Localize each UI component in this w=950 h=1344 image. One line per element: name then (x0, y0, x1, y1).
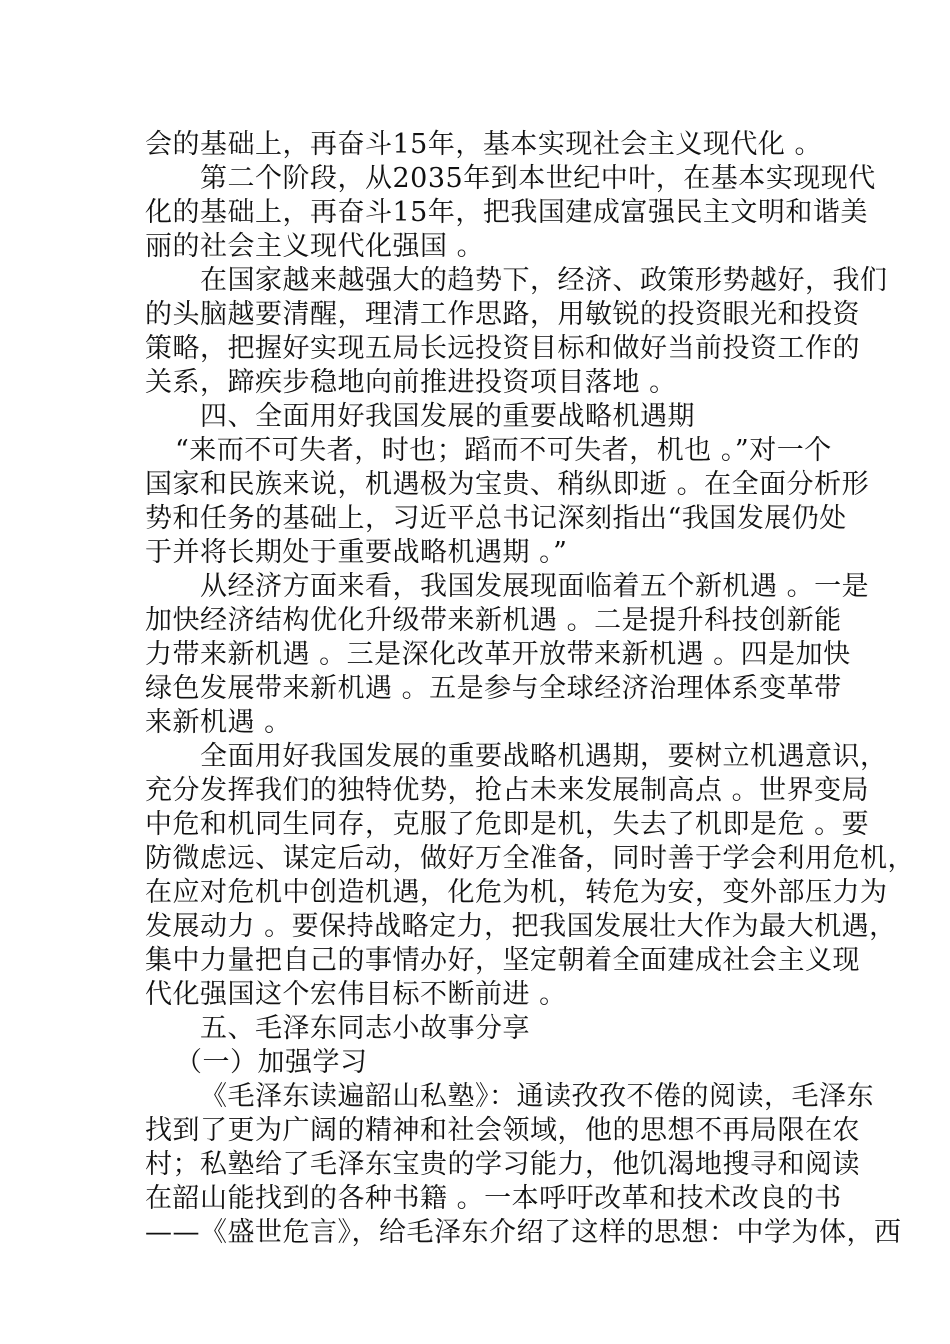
text-line: 于并将长期处于重要战略机遇期 。” (145, 537, 568, 568)
text-line: 丽的社会主义现代化强国 。 (145, 231, 485, 262)
text-line: 在韶山能找到的各种书籍 。一本呼吁改革和技术改良的书 (145, 1183, 842, 1214)
text-line: 策略，把握好实现五局长远投资目标和做好当前投资工作的 (145, 333, 860, 364)
text-line: 的头脑越要清醒，理清工作思路，用敏锐的投资眼光和投资 (145, 299, 860, 330)
text-line: 势和任务的基础上，习近平总书记深刻指出“我国发展仍处 (145, 503, 847, 534)
paragraph-start-line: 从经济方面来看，我国发展现面临着五个新机遇 。一是 (200, 571, 870, 602)
paragraph-start-line: 第二个阶段，从2035年到本世纪中叶，在基本实现现代 (200, 163, 876, 194)
paragraph-start-line: 全面用好我国发展的重要战略机遇期，要树立机遇意识， (200, 741, 888, 772)
text-line: 加快经济结构优化升级带来新机遇 。二是提升科技创新能 (145, 605, 842, 636)
text-line: 集中力量把自己的事情办好，坚定朝着全面建成社会主义现 (145, 945, 860, 976)
section-heading: 五、毛泽东同志小故事分享 (200, 1013, 530, 1044)
section-heading: 四、全面用好我国发展的重要战略机遇期 (200, 401, 695, 432)
text-line: 代化强国这个宏伟目标不断前进 。 (145, 979, 567, 1010)
text-line: 在应对危机中创造机遇，化危为机，转危为安，变外部压力为 (145, 877, 888, 908)
paragraph-start-line: 《毛泽东读遍韶山私塾》：通读孜孜不倦的阅读，毛泽东 (200, 1081, 874, 1112)
text-line: 来新机遇 。 (145, 707, 292, 738)
paragraph-start-line: 在国家越来越强大的趋势下，经济、政策形势越好，我们 (200, 265, 888, 296)
text-line: 绿色发展带来新机遇 。五是参与全球经济治理体系变革带 (145, 673, 842, 704)
text-line: 防微虑远、谋定后动，做好万全准备，同时善于学会利用危机， (145, 843, 915, 874)
text-line: 村；私塾给了毛泽东宝贵的学习能力，他饥渴地搜寻和阅读 (145, 1149, 860, 1180)
text-line: 国家和民族来说，机遇极为宝贵、稍纵即逝 。在全面分析形 (145, 469, 870, 500)
text-line: 关系，蹄疾步稳地向前推进投资项目落地 。 (145, 367, 677, 398)
text-line: 发展动力 。要保持战略定力，把我国发展壮大作为最大机遇， (145, 911, 897, 942)
text-line: 中危和机同生同存，克服了危即是机，失去了机即是危 。要 (145, 809, 870, 840)
paragraph-start-line: “来而不可失者，时也；蹈而不可失者，机也 。”对一个 (175, 435, 832, 466)
text-line: 充分发挥我们的独特优势，抢占未来发展制高点 。世界变局 (145, 775, 870, 806)
subsection-heading: （一）加强学习 (175, 1047, 368, 1078)
text-line: ——《盛世危言》，给毛泽东介绍了这样的思想：中学为体，西 (145, 1217, 902, 1248)
text-line: 会的基础上，再奋斗15年，基本实现社会主义现代化 。 (145, 129, 822, 160)
text-line: 力带来新机遇 。三是深化改革开放带来新机遇 。四是加快 (145, 639, 851, 670)
text-line: 找到了更为广阔的精神和社会领域，他的思想不再局限在农 (145, 1115, 860, 1146)
text-line: 化的基础上，再奋斗15年，把我国建成富强民主文明和谐美 (145, 197, 868, 228)
